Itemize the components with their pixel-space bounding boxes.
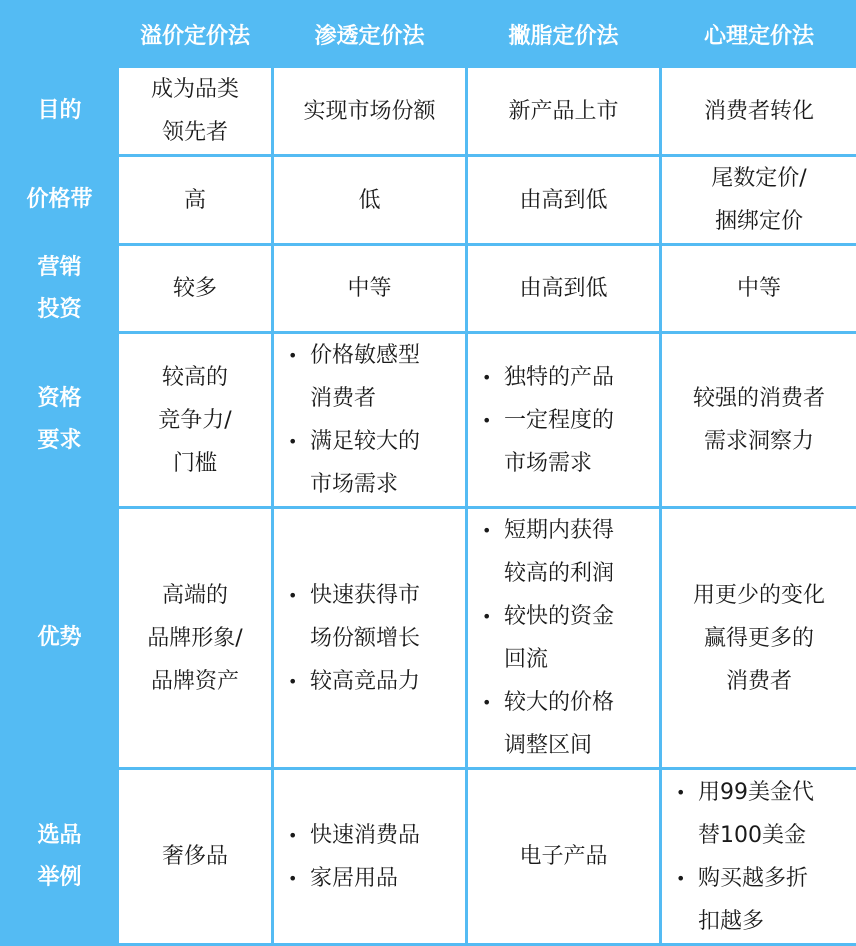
bullet-list <box>468 509 659 767</box>
bullet-text-line: 替100美金 <box>698 814 856 857</box>
bullet-text-line: 扣越多 <box>698 900 856 943</box>
row-header-price-band <box>2 156 118 245</box>
cell-text-line: 新产品上市 <box>468 90 659 133</box>
cell-text-line: 需求洞察力 <box>662 420 856 463</box>
bullet-text-line: • 较大的价格 <box>504 681 659 724</box>
table-cell <box>118 333 273 508</box>
cell-text-line: 成为品类 <box>119 68 271 111</box>
bullet-text-line: • 短期内获得 <box>504 509 659 552</box>
cell-text-line: 奢侈品 <box>119 835 271 878</box>
cell-text-line: 品牌资产 <box>119 660 271 703</box>
cell-text-line: 由高到低 <box>468 179 659 222</box>
bullet-item <box>284 420 465 506</box>
cell-text-line: 电子产品 <box>468 835 659 878</box>
cell-text-line: 消费者 <box>662 660 856 703</box>
bullet-text-line: 场份额增长 <box>310 617 465 660</box>
table-cell <box>661 67 856 156</box>
table-cell <box>467 769 661 945</box>
bullet-list <box>274 574 465 703</box>
row-header-line: 目的 <box>3 90 116 132</box>
bullet-list <box>274 814 465 900</box>
table-cell <box>467 156 661 245</box>
bullet-item <box>284 660 465 703</box>
table-cell <box>118 156 273 245</box>
table-cell <box>467 333 661 508</box>
header-premium-pricing: 溢价定价法 <box>118 2 273 67</box>
cell-text-line: 中等 <box>662 267 856 310</box>
cell-text-line: 中等 <box>274 267 465 310</box>
row-header-purpose <box>2 67 118 156</box>
table-cell <box>467 67 661 156</box>
cell-text-line: 消费者转化 <box>662 90 856 133</box>
bullet-text-line: • 快速获得市 <box>310 574 465 617</box>
header-skimming-pricing: 撇脂定价法 <box>467 2 661 67</box>
bullet-text-line: 调整区间 <box>504 724 659 767</box>
row-header-line: 选品 <box>3 815 116 857</box>
header-psychological-pricing: 心理定价法 <box>661 2 856 67</box>
table-cell <box>118 245 273 333</box>
cell-text-line: 高 <box>119 179 271 222</box>
row-header-line: 投资 <box>3 289 116 331</box>
cell-text-line: 较多 <box>119 267 271 310</box>
table-row-price-band <box>2 156 856 245</box>
cell-text-line: 用更少的变化 <box>662 574 856 617</box>
cell-text-line: 较强的消费者 <box>662 377 856 420</box>
bullet-text-line: • 一定程度的 <box>504 399 659 442</box>
table-row-requirements <box>2 333 856 508</box>
bullet-text-line: • 价格敏感型 <box>310 334 465 377</box>
table-body <box>2 67 856 945</box>
table-cell <box>273 333 467 508</box>
row-header-line: 资格 <box>3 378 116 420</box>
table-cell <box>661 508 856 769</box>
table-row-purpose <box>2 67 856 156</box>
table-row-marketing-investment <box>2 245 856 333</box>
bullet-item <box>284 574 465 660</box>
cell-text-line: 赢得更多的 <box>662 617 856 660</box>
cell-text-line: 门槛 <box>119 442 271 485</box>
cell-text-line: 由高到低 <box>468 267 659 310</box>
bullet-text-line: 市场需求 <box>504 442 659 485</box>
bullet-item <box>672 857 856 943</box>
bullet-text-line: • 满足较大的 <box>310 420 465 463</box>
bullet-text-line: • 独特的产品 <box>504 356 659 399</box>
table-row-product-examples <box>2 769 856 945</box>
bullet-item <box>478 681 659 767</box>
cell-text-line: 实现市场份额 <box>274 90 465 133</box>
table-cell <box>273 508 467 769</box>
row-header-product-examples <box>2 769 118 945</box>
row-header-line: 营销 <box>3 247 116 289</box>
bullet-text-line: 消费者 <box>310 377 465 420</box>
bullet-item <box>478 356 659 399</box>
bullet-text-line: • 快速消费品 <box>310 814 465 857</box>
table-cell <box>118 67 273 156</box>
header-penetration-pricing: 渗透定价法 <box>273 2 467 67</box>
bullet-text-line: 市场需求 <box>310 463 465 506</box>
bullet-item <box>672 771 856 857</box>
corner-cell <box>2 2 118 67</box>
table-cell <box>661 156 856 245</box>
bullet-text-line: 较高的利润 <box>504 552 659 595</box>
cell-text-line: 领先者 <box>119 111 271 154</box>
bullet-item <box>478 595 659 681</box>
table-cell <box>661 333 856 508</box>
table-cell <box>118 769 273 945</box>
cell-text-line: 捆绑定价 <box>662 200 856 243</box>
row-header-line: 举例 <box>3 857 116 899</box>
table-cell <box>118 508 273 769</box>
bullet-text-line: • 购买越多折 <box>698 857 856 900</box>
table-row-advantages <box>2 508 856 769</box>
table-cell <box>273 769 467 945</box>
table-cell <box>661 245 856 333</box>
bullet-list <box>468 356 659 485</box>
bullet-item <box>284 857 465 900</box>
cell-text-line: 尾数定价/ <box>662 157 856 200</box>
bullet-item <box>478 399 659 485</box>
bullet-list <box>274 334 465 506</box>
bullet-item <box>284 814 465 857</box>
row-header-line: 优势 <box>3 617 116 659</box>
cell-text-line: 较高的 <box>119 356 271 399</box>
row-header-advantages <box>2 508 118 769</box>
table-cell <box>467 508 661 769</box>
row-header-line: 要求 <box>3 420 116 462</box>
bullet-item <box>284 334 465 420</box>
cell-text-line: 低 <box>274 179 465 222</box>
row-header-line: 价格带 <box>3 179 116 221</box>
table-cell <box>273 245 467 333</box>
bullet-text-line: • 较快的资金 <box>504 595 659 638</box>
table-cell <box>661 769 856 945</box>
table-cell <box>273 67 467 156</box>
bullet-text-line: 回流 <box>504 638 659 681</box>
table-cell <box>273 156 467 245</box>
bullet-text-line: • 家居用品 <box>310 857 465 900</box>
bullet-item <box>478 509 659 595</box>
row-header-requirements <box>2 333 118 508</box>
cell-text-line: 竞争力/ <box>119 399 271 442</box>
cell-text-line: 高端的 <box>119 574 271 617</box>
row-header-marketing-investment <box>2 245 118 333</box>
bullet-list <box>662 771 856 943</box>
table-cell <box>467 245 661 333</box>
bullet-text-line: • 用99美金代 <box>698 771 856 814</box>
cell-text-line: 品牌形象/ <box>119 617 271 660</box>
bullet-text-line: • 较高竞品力 <box>310 660 465 703</box>
